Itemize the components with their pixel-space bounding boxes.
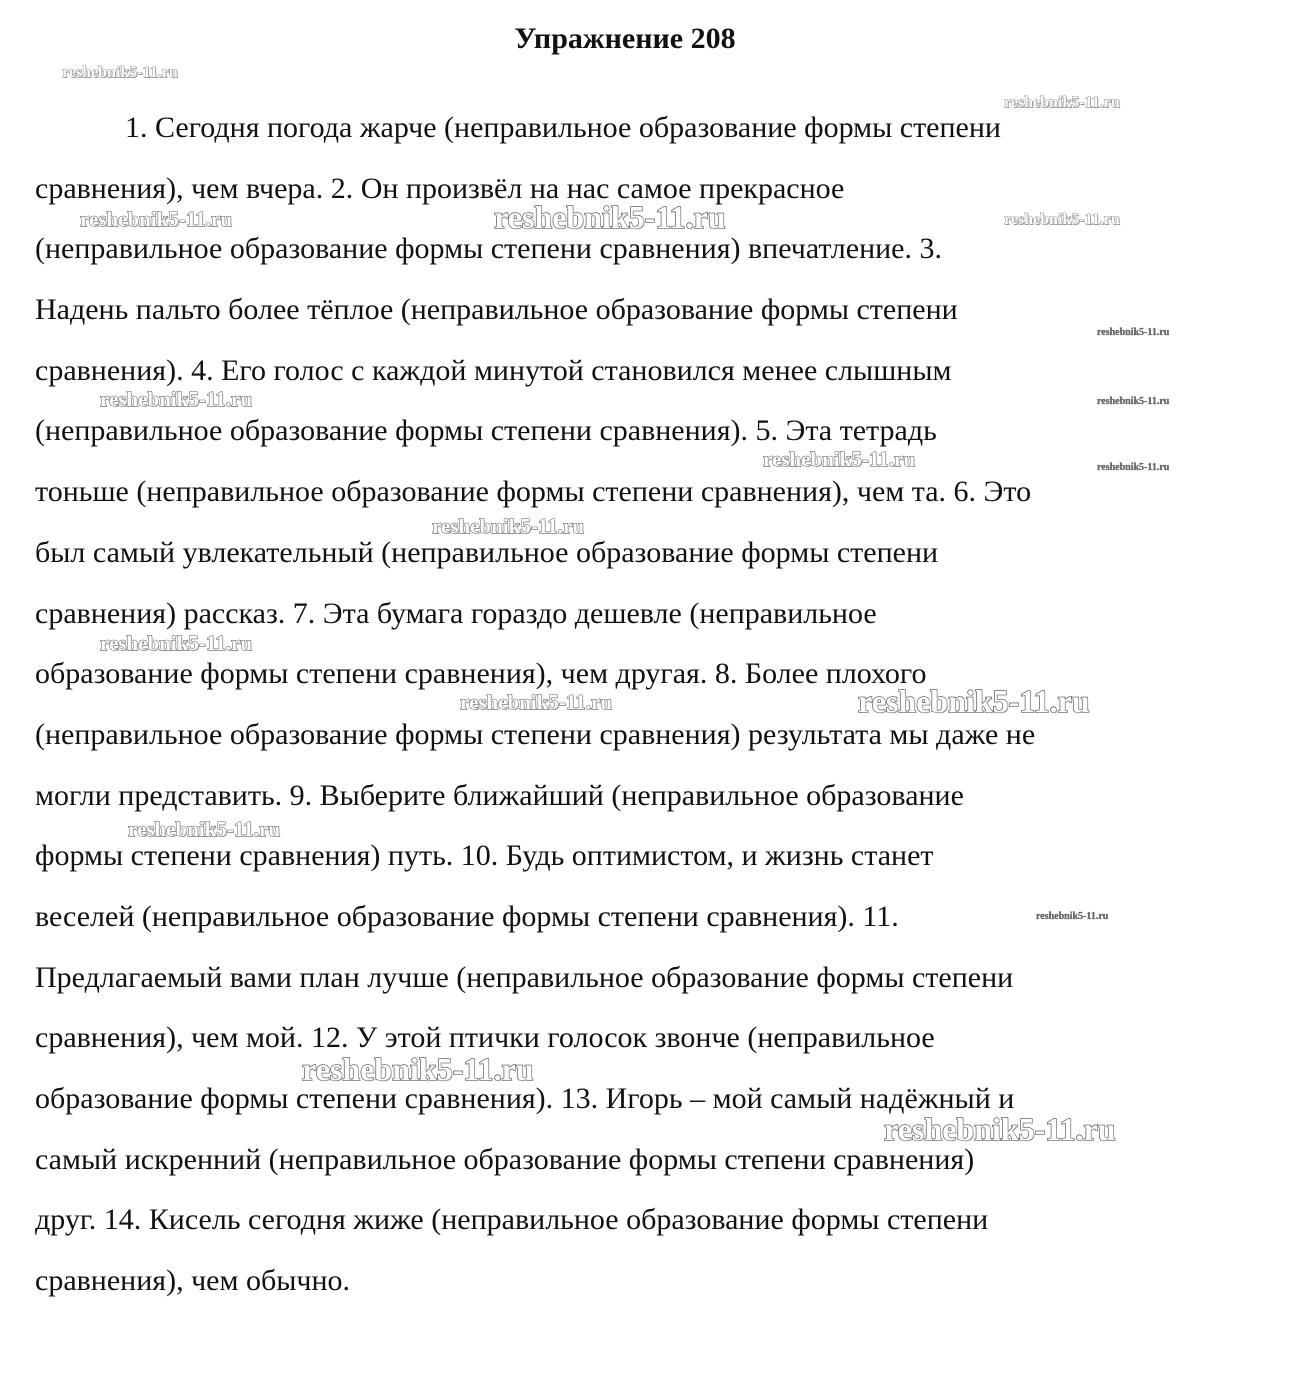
- watermark: reshebnik5-11.ru: [858, 683, 1090, 719]
- text-line: сравнения), чем обычно.: [35, 1264, 351, 1298]
- exercise-title: Упражнение 208: [514, 22, 736, 55]
- watermark: reshebnik5-11.ru: [884, 1111, 1116, 1147]
- text-line: (неправильное образование формы степени сравнения) результата мы даже не: [35, 717, 1036, 751]
- watermark: reshebnik5-11.ru: [494, 199, 726, 235]
- text-line: был самый увлекательный (неправильное образование формы степени: [35, 535, 939, 569]
- text-line: сравнения), чем вчера. 2. Он произвёл на нас самое прекрасное: [35, 171, 845, 205]
- watermark: reshebnik5-11.ru: [128, 817, 280, 841]
- text-line: сравнения), чем мой. 12. У этой птички голосок звонче (неправильное: [35, 1021, 935, 1055]
- watermark: reshebnik5-11.ru: [763, 447, 915, 471]
- text-line: Предлагаемый вами план лучше (неправильное образование формы степени: [35, 960, 1014, 994]
- watermark: reshebnik5-11.ru: [1036, 911, 1109, 922]
- watermark: reshebnik5-11.ru: [432, 514, 584, 538]
- text-line: могли представить. 9. Выберите ближайший (неправильное образование: [35, 778, 964, 812]
- watermark: reshebnik5-11.ru: [1097, 462, 1170, 473]
- watermark: reshebnik5-11.ru: [62, 64, 178, 81]
- watermark: reshebnik5-11.ru: [1004, 94, 1120, 111]
- watermark: reshebnik5-11.ru: [302, 1051, 534, 1087]
- text-line: тоньше (неправильное образование формы степени сравнения), чем та. 6. Это: [35, 475, 1032, 509]
- text-line: (неправильное образование формы степени сравнения) впечатление. 3.: [35, 232, 943, 266]
- watermark: reshebnik5-11.ru: [460, 690, 612, 714]
- watermark: reshebnik5-11.ru: [1004, 211, 1120, 228]
- text-line: 1. Сегодня погода жарче (неправильное образование формы степени: [125, 111, 1001, 144]
- text-line: самый искренний (неправильное образование формы степени сравнения): [35, 1142, 975, 1176]
- text-line: формы степени сравнения) путь. 10. Будь оптимистом, и жизнь станет: [35, 839, 934, 873]
- watermark: reshebnik5-11.ru: [1097, 396, 1170, 407]
- text-line: веселей (неправильное образование формы степени сравнения). 11.: [35, 899, 899, 933]
- watermark: reshebnik5-11.ru: [1097, 327, 1170, 338]
- text-line: (неправильное образование формы степени сравнения). 5. Эта тетрадь: [35, 414, 937, 448]
- text-line: друг. 14. Кисель сегодня жиже (неправильное образование формы степени: [35, 1203, 989, 1237]
- watermark: reshebnik5-11.ru: [80, 207, 232, 231]
- text-line: образование формы степени сравнения), чем другая. 8. Более плохого: [35, 657, 927, 691]
- text-line: образование формы степени сравнения). 13. Игорь – мой самый надёжный и: [35, 1082, 1015, 1115]
- text-line: сравнения) рассказ. 7. Эта бумага гораздо дешевле (неправильное: [35, 596, 877, 630]
- text-line: сравнения). 4. Его голос с каждой минутой становился менее слышным: [35, 353, 952, 387]
- watermark: reshebnik5-11.ru: [100, 631, 252, 655]
- watermark: reshebnik5-11.ru: [100, 387, 252, 411]
- text-line: Надень пальто более тёплое (неправильное образование формы степени: [35, 293, 958, 327]
